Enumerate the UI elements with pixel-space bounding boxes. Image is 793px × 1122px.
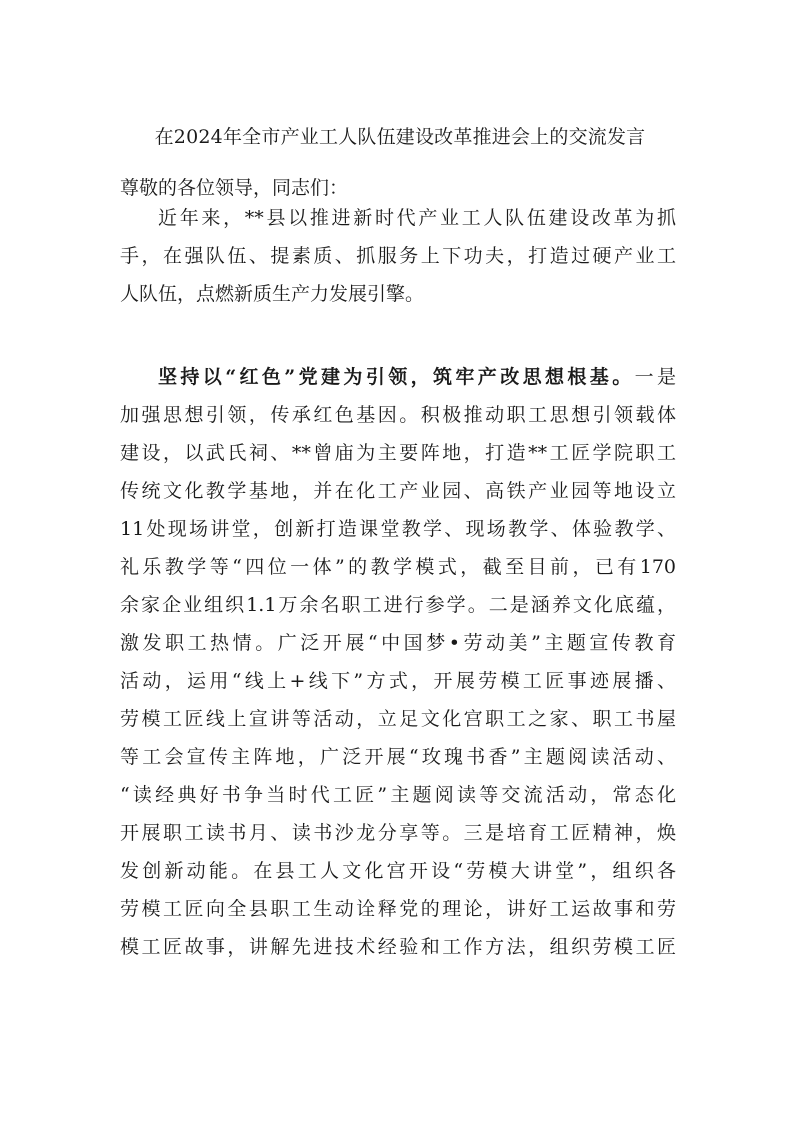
intro-line: 人队伍，点燃新质生产力发展引擎。: [120, 283, 425, 305]
body-line: 余家企业组织1.1万余名职工进行参学。二是涵养文化底蕴，: [120, 594, 676, 616]
body-line: 等工会宣传主阵地，广泛开展“玫瑰书香”主题阅读活动、: [120, 746, 676, 768]
intro-line: 近年来，**县以推进新时代产业工人队伍建设改革为抓: [158, 207, 676, 229]
body-line: 激发职工热情。广泛开展“中国梦•劳动美”主题宣传教育: [120, 632, 676, 654]
section-first-line: [120, 358, 676, 396]
body-line: 11处现场讲堂，创新打造课堂教学、现场教学、体验教学、: [120, 518, 676, 540]
intro-line: 手，在强队伍、提素质、抓服务上下功夫，打造过硬产业工: [120, 245, 676, 267]
body-line: 传统文化教学基地，并在化工产业园、高铁产业园等地设立: [120, 480, 676, 502]
body-line: 活动，运用“线上+线下”方式，开展劳模工匠事迹展播、: [120, 670, 676, 692]
body-line: 模工匠故事，讲解先进技术经验和工作方法，组织劳模工匠: [120, 936, 676, 958]
salutation: 尊敬的各位领导，同志们：: [120, 177, 349, 199]
body-line: 建设，以武氏祠、**曾庙为主要阵地，打造**工匠学院职工: [120, 442, 676, 464]
section-heading: 坚持以“红色”党建为引领，筑牢产改思想根基。: [158, 366, 635, 388]
body-line: 发创新动能。在县工人文化宫开设“劳模大讲堂”，组织各: [120, 860, 676, 882]
body-line: 加强思想引领，传承红色基因。积极推动职工思想引领载体: [120, 404, 676, 426]
section-first-line-rest: 一是: [634, 366, 676, 388]
body-line: “读经典好书争当时代工匠”主题阅读等交流活动，常态化: [120, 784, 676, 806]
section-paragraph: [120, 358, 676, 966]
document-title: 在2024年全市产业工人队伍建设改革推进会上的交流发言: [154, 126, 646, 148]
body-line: 礼乐教学等“四位一体”的教学模式，截至目前，已有170: [120, 556, 676, 578]
body-line: 开展职工读书月、读书沙龙分享等。三是培育工匠精神，焕: [120, 822, 676, 844]
body-line: 劳模工匠向全县职工生动诠释党的理论，讲好工运故事和劳: [120, 898, 676, 920]
intro-paragraph: [120, 199, 676, 313]
body-line: 劳模工匠线上宣讲等活动，立足文化宫职工之家、职工书屋: [120, 708, 676, 730]
